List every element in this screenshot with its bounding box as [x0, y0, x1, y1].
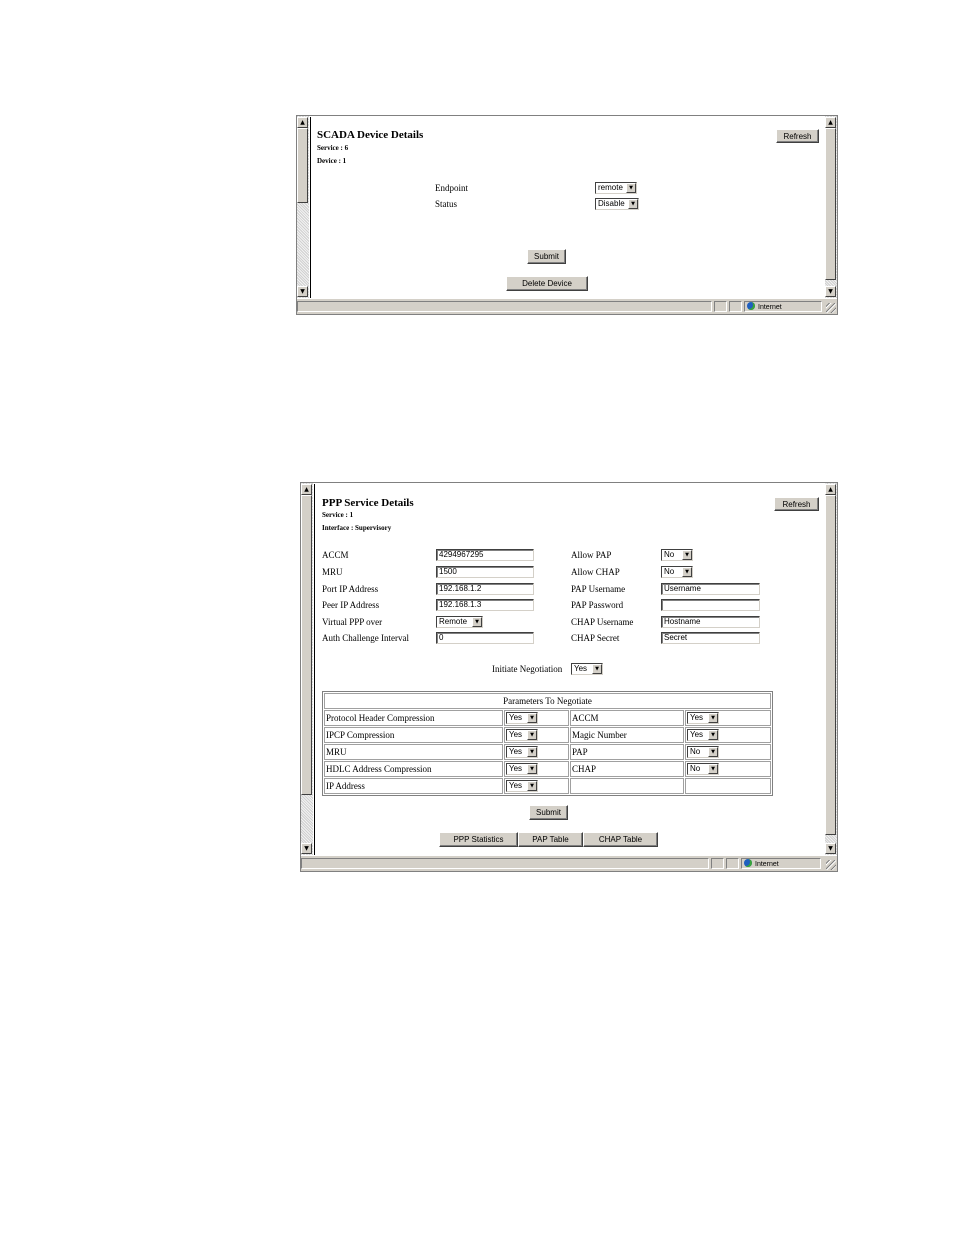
scroll-up-arrow-icon[interactable]: ▲: [825, 117, 836, 128]
chevron-down-icon[interactable]: ▼: [527, 781, 537, 791]
select-value: Yes: [509, 713, 523, 722]
scada-page-content: [310, 117, 825, 298]
chevron-down-icon[interactable]: ▼: [708, 713, 718, 723]
param-cell: [504, 761, 569, 777]
select-value: Yes: [509, 730, 523, 739]
scroll-down-arrow-icon[interactable]: ▼: [825, 843, 836, 854]
param-label: HDLC Address Compression: [324, 761, 503, 777]
param-label: PAP: [570, 744, 684, 760]
accm-label: ACCM: [322, 550, 349, 560]
status-bar-segment: [729, 301, 742, 312]
peer-ip-label: Peer IP Address: [322, 600, 380, 610]
param-label: IPCP Compression: [324, 727, 503, 743]
chevron-down-icon[interactable]: ▼: [527, 764, 537, 774]
internet-zone: [747, 302, 782, 311]
param-label: CHAP: [570, 761, 684, 777]
scada-browser-window: [296, 115, 838, 315]
status-label: Status: [435, 199, 458, 209]
chap-username-label: CHAP Username: [571, 617, 634, 627]
endpoint-select-value: remote: [598, 183, 623, 192]
right-scrollbar[interactable]: [825, 483, 837, 855]
ipcp-compression-select[interactable]: [506, 729, 538, 741]
page-title: SCADA Device Details: [317, 129, 424, 141]
submit-button[interactable]: Submit: [527, 249, 566, 264]
parameters-table-header: Parameters To Negotiate: [324, 693, 771, 709]
initiate-negotiation-label: Initiate Negotiation: [492, 664, 563, 674]
chevron-down-icon[interactable]: ▼: [708, 730, 718, 740]
status-bar: [301, 855, 837, 871]
status-select-value: Disable: [598, 199, 625, 208]
pap-username-label: PAP Username: [571, 584, 626, 594]
allow-pap-select[interactable]: [661, 549, 693, 561]
table-row: [324, 761, 771, 777]
status-select[interactable]: [595, 198, 639, 210]
param-cell: [504, 778, 569, 794]
scroll-up-arrow-icon[interactable]: ▲: [297, 117, 308, 128]
chevron-down-icon[interactable]: ▼: [628, 199, 638, 209]
page-title: PPP Service Details: [322, 497, 414, 509]
ppp-statistics-button[interactable]: PPP Statistics: [439, 832, 518, 847]
hdlc-address-compression-select[interactable]: [506, 763, 538, 775]
chevron-down-icon[interactable]: ▼: [592, 664, 602, 674]
select-value: Yes: [509, 747, 523, 756]
scroll-thumb[interactable]: [301, 495, 312, 795]
table-header-row: [324, 693, 771, 709]
table-row: [324, 727, 771, 743]
globe-icon: [744, 859, 752, 867]
allow-pap-select-value: No: [664, 550, 675, 559]
virtual-ppp-label: Virtual PPP over: [322, 617, 383, 627]
chevron-down-icon[interactable]: ▼: [472, 617, 482, 627]
scroll-thumb[interactable]: [297, 128, 308, 203]
param-cell: [685, 710, 771, 726]
service-label: Service : 1: [322, 511, 354, 519]
chap-table-button[interactable]: CHAP Table: [583, 832, 658, 847]
chap-negotiate-select[interactable]: [687, 763, 719, 775]
status-bar-segment: [726, 858, 739, 869]
param-label: MRU: [324, 744, 503, 760]
auth-challenge-label: Auth Challenge Interval: [322, 633, 409, 643]
scroll-down-arrow-icon[interactable]: ▼: [825, 286, 836, 297]
port-ip-input[interactable]: 192.168.1.2: [436, 583, 534, 595]
chevron-down-icon[interactable]: ▼: [527, 730, 537, 740]
pap-username-input[interactable]: Username: [661, 583, 760, 595]
initiate-negotiation-select[interactable]: [571, 663, 603, 675]
resize-grip-icon[interactable]: [826, 303, 836, 313]
select-value: Yes: [509, 781, 523, 790]
refresh-button[interactable]: Refresh: [776, 129, 819, 143]
select-value: No: [690, 764, 701, 773]
ppp-page-content: [314, 484, 825, 855]
parameters-table: [322, 691, 773, 796]
port-ip-label: Port IP Address: [322, 584, 379, 594]
zone-label: Internet: [758, 304, 782, 311]
table-row: [324, 744, 771, 760]
allow-pap-label: Allow PAP: [571, 550, 612, 560]
chevron-down-icon[interactable]: ▼: [626, 183, 636, 193]
status-bar-segment: [714, 301, 727, 312]
right-scrollbar[interactable]: [825, 116, 837, 298]
magic-number-select[interactable]: [687, 729, 719, 741]
param-label: ACCM: [570, 710, 684, 726]
zone-label: Internet: [755, 861, 779, 868]
select-value: No: [690, 747, 701, 756]
pap-password-input[interactable]: [661, 599, 760, 611]
param-cell: [685, 778, 771, 794]
interface-label: Interface : Supervisory: [322, 524, 392, 532]
mru-input[interactable]: 1500: [436, 566, 534, 578]
select-value: Yes: [690, 730, 704, 739]
device-label: Device : 1: [317, 157, 347, 165]
scroll-down-arrow-icon[interactable]: ▼: [301, 843, 312, 854]
initiate-negotiation-value: Yes: [574, 664, 588, 673]
left-scrollbar[interactable]: [297, 116, 309, 298]
ip-address-negotiate-select[interactable]: [506, 780, 538, 792]
mru-label: MRU: [322, 567, 343, 577]
scroll-thumb[interactable]: [825, 495, 836, 835]
chevron-down-icon[interactable]: ▼: [527, 747, 537, 757]
param-label: [570, 778, 684, 794]
select-value: Yes: [509, 764, 523, 773]
allow-chap-select[interactable]: [661, 566, 693, 578]
endpoint-label: Endpoint: [435, 183, 468, 193]
param-label: Protocol Header Compression: [324, 710, 503, 726]
service-label: Service : 6: [317, 144, 349, 152]
peer-ip-input[interactable]: 192.168.1.3: [436, 599, 534, 611]
endpoint-select[interactable]: [595, 182, 637, 194]
resize-grip-icon[interactable]: [826, 860, 836, 870]
delete-device-button[interactable]: Delete Device: [506, 276, 588, 291]
param-label: Magic Number: [570, 727, 684, 743]
chevron-down-icon[interactable]: ▼: [682, 567, 692, 577]
select-value: Yes: [690, 713, 704, 722]
chap-secret-label: CHAP Secret: [571, 633, 620, 643]
param-cell: [504, 744, 569, 760]
mru-negotiate-select[interactable]: [506, 746, 538, 758]
scroll-up-arrow-icon[interactable]: ▲: [825, 484, 836, 495]
left-scrollbar[interactable]: [301, 483, 313, 855]
table-row: [324, 710, 771, 726]
chevron-down-icon[interactable]: ▼: [708, 747, 718, 757]
internet-zone: [744, 859, 779, 868]
accm-input[interactable]: 4294967295: [436, 549, 534, 561]
param-label: IP Address: [324, 778, 503, 794]
refresh-button[interactable]: Refresh: [774, 497, 819, 511]
status-bar: [297, 298, 837, 314]
param-cell: [685, 761, 771, 777]
status-bar-segment: [711, 858, 724, 869]
submit-button[interactable]: Submit: [529, 805, 568, 820]
table-row: [324, 778, 771, 794]
param-cell: [685, 727, 771, 743]
chap-secret-input[interactable]: Secret: [661, 632, 760, 644]
scroll-up-arrow-icon[interactable]: ▲: [301, 484, 312, 495]
auth-challenge-input[interactable]: 0: [436, 632, 534, 644]
pap-negotiate-select[interactable]: [687, 746, 719, 758]
virtual-ppp-select-value: Remote: [439, 617, 468, 626]
status-bar-segment: [297, 301, 712, 312]
allow-chap-select-value: No: [664, 567, 675, 576]
status-bar-segment: [301, 858, 709, 869]
chevron-down-icon[interactable]: ▼: [708, 764, 718, 774]
protocol-header-compression-select[interactable]: [506, 712, 538, 724]
chap-username-input[interactable]: Hostname: [661, 616, 760, 628]
pap-password-label: PAP Password: [571, 600, 624, 610]
accm-negotiate-select[interactable]: [687, 712, 719, 724]
scroll-down-arrow-icon[interactable]: ▼: [297, 286, 308, 297]
globe-icon: [747, 302, 755, 310]
param-cell: [685, 744, 771, 760]
allow-chap-label: Allow CHAP: [571, 567, 620, 577]
chevron-down-icon[interactable]: ▼: [527, 713, 537, 723]
chevron-down-icon[interactable]: ▼: [682, 550, 692, 560]
ppp-browser-window: [300, 482, 838, 872]
pap-table-button[interactable]: PAP Table: [518, 832, 583, 847]
param-cell: [504, 710, 569, 726]
scroll-thumb[interactable]: [825, 128, 836, 280]
virtual-ppp-select[interactable]: [436, 616, 483, 628]
param-cell: [504, 727, 569, 743]
